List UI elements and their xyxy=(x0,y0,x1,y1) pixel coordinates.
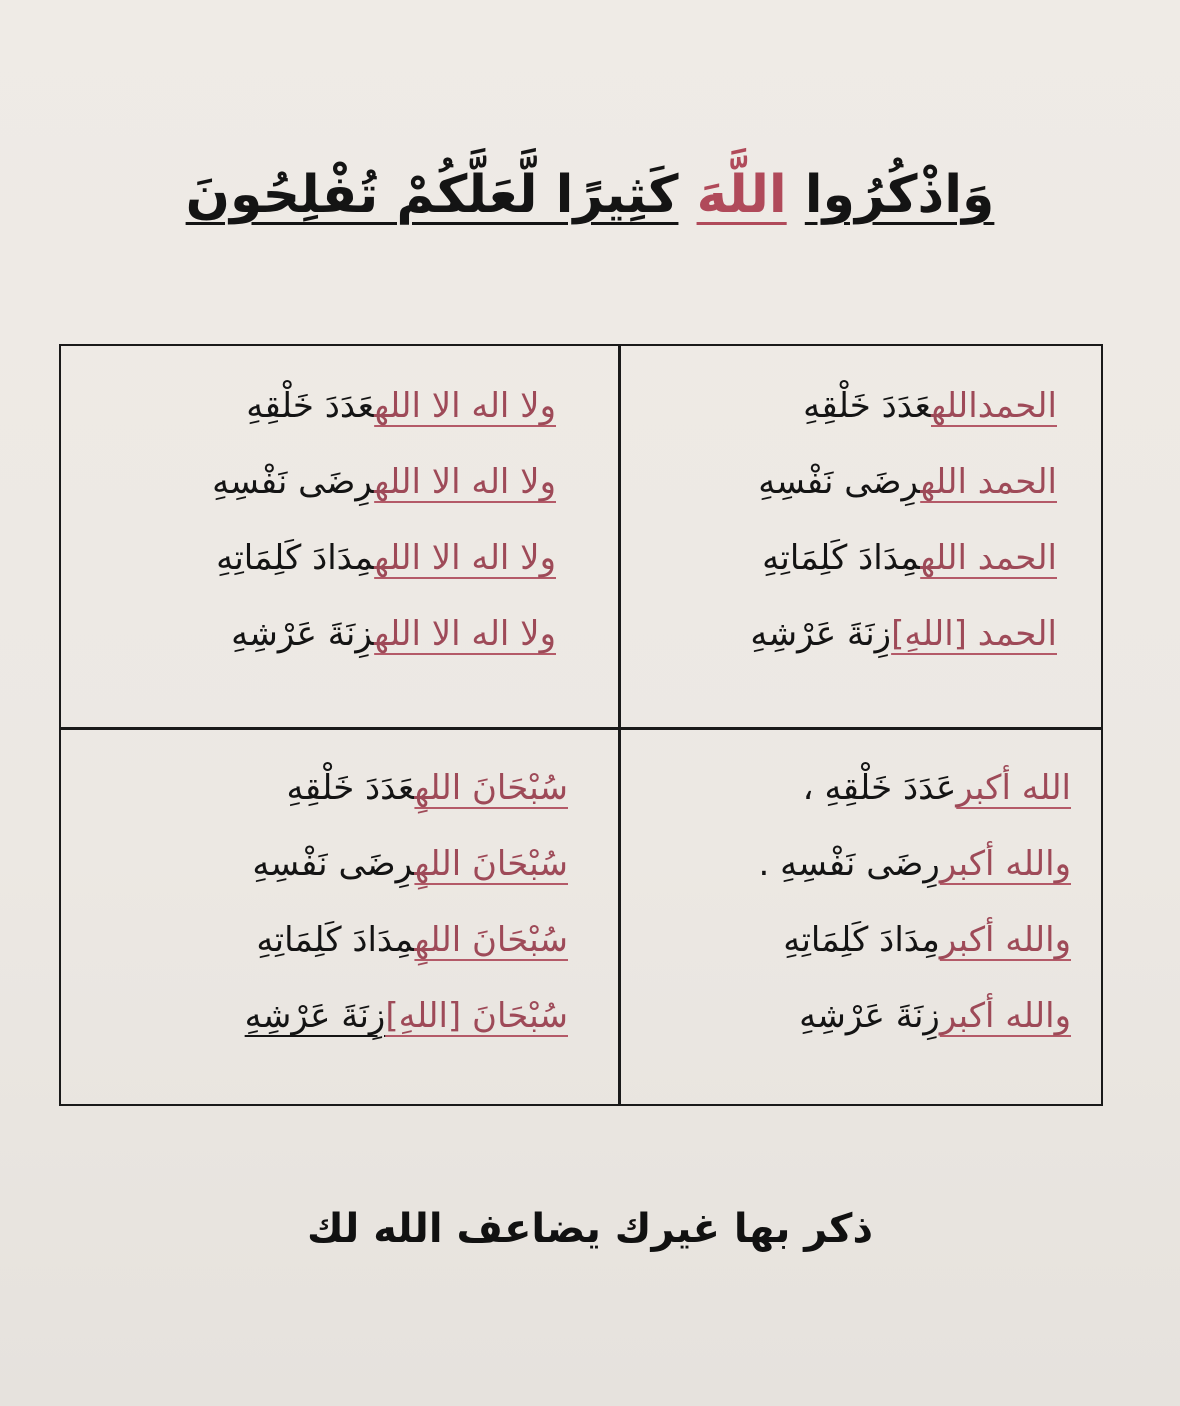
dhikr-phrase: سُبْحَانَ اللهِ xyxy=(414,920,568,960)
cell-tahlil xyxy=(212,368,556,672)
dhikr-phrase: ولا اله الا الله xyxy=(374,614,556,654)
dhikr-phrase: ولا اله الا الله xyxy=(374,462,556,502)
dhikr-praise: رِضَى نَفْسِهِ xyxy=(758,462,921,502)
dhikr-line xyxy=(245,750,568,826)
dhikr-phrase: ولا اله الا الله xyxy=(374,538,556,578)
dhikr-phrase: الحمد [اللهِ] xyxy=(891,614,1057,654)
dhikr-line xyxy=(245,902,568,978)
title-word-first: وَاذْكُرُوا xyxy=(804,165,995,225)
dhikr-line xyxy=(245,978,568,1054)
dhikr-phrase: سُبْحَانَ اللهِ xyxy=(414,768,568,808)
dhikr-praise: رِضَى نَفْسِهِ xyxy=(212,462,375,502)
dhikr-phrase: والله أكبر xyxy=(939,996,1071,1036)
grid-divider-vertical xyxy=(618,346,621,1104)
dhikr-line xyxy=(212,520,556,596)
dhikr-phrase: والله أكبر xyxy=(939,844,1071,884)
dhikr-praise: مِدَادَ كَلِمَاتِهِ xyxy=(216,538,375,578)
dhikr-line xyxy=(212,368,556,444)
dhikr-praise: عَدَدَ خَلْقِهِ ، xyxy=(802,768,957,808)
dhikr-line xyxy=(759,826,1071,902)
footer-caption: ذكر بها غيرك يضاعف الله لك xyxy=(307,1206,873,1252)
dhikr-praise: زِنَةَ عَرْشِهِ xyxy=(244,996,386,1036)
dhikr-line xyxy=(750,520,1057,596)
title-word-rest: كَثِيرًا لَّعَلَّكُمْ تُفْلِحُونَ xyxy=(185,165,679,225)
dhikr-line xyxy=(759,902,1071,978)
dhikr-line xyxy=(750,368,1057,444)
dhikr-praise: رِضَى نَفْسِهِ . xyxy=(758,844,940,884)
dhikr-praise: مِدَادَ كَلِمَاتِهِ xyxy=(783,920,940,960)
dhikr-line xyxy=(750,596,1057,672)
dhikr-phrase: سُبْحَانَ [اللهِ] xyxy=(385,996,568,1036)
title-word-highlight: اللَّهَ xyxy=(696,165,787,225)
dhikr-praise: عَدَدَ خَلْقِهِ xyxy=(246,386,375,426)
dhikr-line xyxy=(212,444,556,520)
dhikr-praise: مِدَادَ كَلِمَاتِهِ xyxy=(256,920,415,960)
dhikr-phrase: ولا اله الا الله xyxy=(374,386,556,426)
dhikr-phrase: الحمدالله xyxy=(931,386,1057,426)
cell-takbir xyxy=(759,750,1071,1054)
dhikr-praise: مِدَادَ كَلِمَاتِهِ xyxy=(762,538,921,578)
dhikr-praise: زِنَةَ عَرْشِهِ xyxy=(231,614,375,654)
dhikr-praise: عَدَدَ خَلْقِهِ xyxy=(286,768,415,808)
dhikr-praise: زِنَةَ عَرْشِهِ xyxy=(799,996,940,1036)
dhikr-praise: رِضَى نَفْسِهِ xyxy=(252,844,415,884)
dhikr-line xyxy=(245,826,568,902)
dhikr-line xyxy=(759,750,1071,826)
dhikr-phrase: الله أكبر xyxy=(956,768,1071,808)
dhikr-praise: عَدَدَ خَلْقِهِ xyxy=(803,386,931,426)
dhikr-grid xyxy=(59,344,1103,1106)
dhikr-phrase: سُبْحَانَ اللهِ xyxy=(414,844,568,884)
dhikr-line xyxy=(759,978,1071,1054)
cell-tasbih xyxy=(245,750,568,1054)
cell-tahmid xyxy=(750,368,1057,672)
dhikr-phrase: الحمد الله xyxy=(920,538,1057,578)
dhikr-praise: زِنَةَ عَرْشِهِ xyxy=(750,614,892,654)
dhikr-line xyxy=(750,444,1057,520)
grid-divider-horizontal xyxy=(61,727,1101,730)
dhikr-phrase: والله أكبر xyxy=(939,920,1071,960)
dhikr-line xyxy=(212,596,556,672)
page-title xyxy=(150,140,1030,250)
dhikr-phrase: الحمد الله xyxy=(920,462,1057,502)
